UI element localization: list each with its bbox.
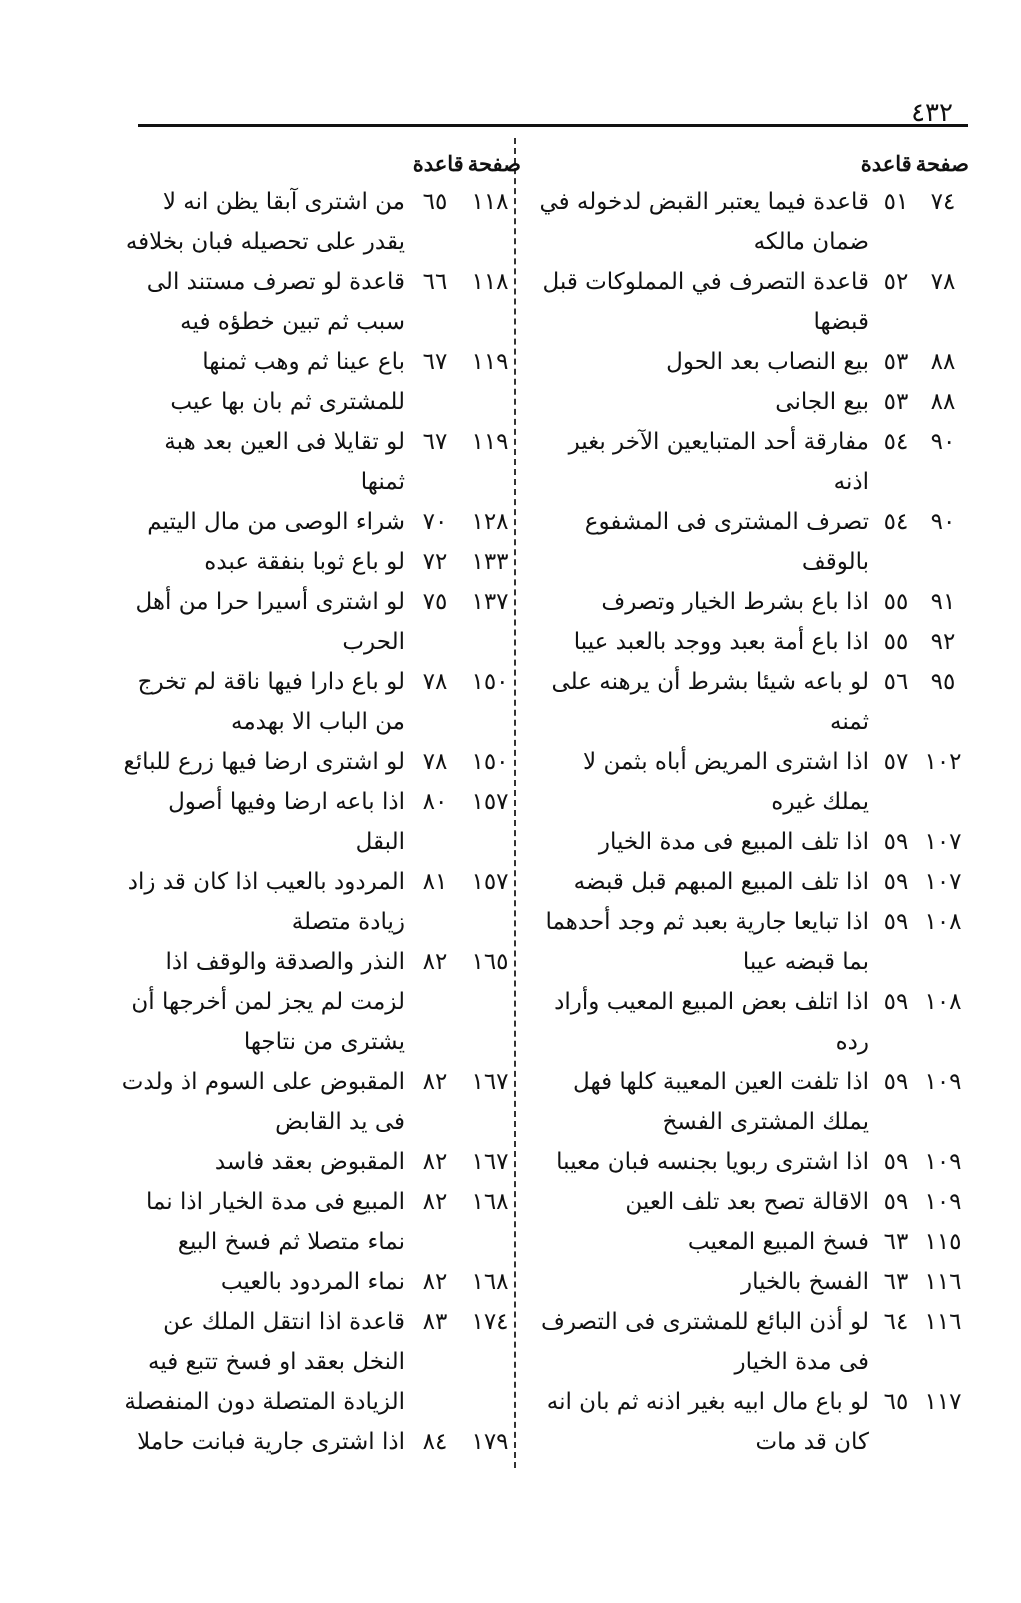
entry-rule-number: ٦٥ (883, 1389, 909, 1415)
entry-title: الفسخ بالخيار (740, 1269, 869, 1295)
entry-page-number: ١١٧ (924, 1389, 962, 1415)
rule-heading: قاعدة (412, 151, 464, 176)
entry-title: الاقالة تصح بعد تلف العين (625, 1189, 869, 1215)
index-entry (539, 622, 969, 662)
entry-rule-number: ٦٣ (883, 1269, 909, 1295)
entry-rule-number: ٦٣ (883, 1229, 909, 1255)
entry-title: اذا اشترى جارية فبانت حاملا (137, 1429, 405, 1455)
page-heading: صفحة (915, 151, 969, 176)
entry-rule-number: ٥٩ (883, 829, 909, 855)
entry-title: اذا باع بشرط الخيار وتصرف (601, 589, 869, 615)
entry-rule-number: ٧٥ (422, 589, 448, 615)
entry-page-number: ١٥٠ (471, 749, 509, 775)
index-entry (121, 862, 521, 942)
entry-page-number: ١١٦ (924, 1269, 962, 1295)
entry-rule-number: ٨٢ (422, 1269, 448, 1295)
entry-title: لو تقايلا فى العين بعد هبة ثمنها (164, 429, 405, 495)
index-entry (539, 1382, 969, 1462)
index-entry (121, 542, 521, 582)
entry-title: قاعدة فيما يعتبر القبض لدخوله في ضمان مالكه (539, 189, 869, 255)
entry-rule-number: ٨٣ (422, 1309, 448, 1335)
index-entry (121, 502, 521, 542)
entry-title: لو باع مال ابيه بغير اذنه ثم بان انه كان قد مات (546, 1389, 869, 1455)
index-entry (121, 742, 521, 782)
header-rule (138, 124, 968, 127)
entry-title: شراء الوصى من مال اليتيم (147, 509, 405, 535)
index-entry (539, 662, 969, 742)
entry-page-number: ١١٦ (924, 1309, 962, 1335)
entry-rule-number: ٨١ (422, 869, 448, 895)
entry-page-number: ١١٥ (924, 1229, 962, 1255)
index-entry (121, 422, 521, 502)
entry-rule-number: ٥٥ (883, 629, 909, 655)
entry-title: المردود بالعيب اذا كان قد زاد زيادة متصلة (127, 869, 405, 935)
entry-rule-number: ٥٤ (883, 509, 909, 535)
entry-rule-number: ٥٩ (883, 989, 909, 1015)
index-entry (539, 382, 969, 422)
entry-rule-number: ٥٣ (883, 389, 909, 415)
entry-rule-number: ٨٠ (422, 789, 448, 815)
entry-rule-number: ٥٤ (883, 429, 909, 455)
entry-rule-number: ٧٠ (422, 509, 448, 535)
index-entry (121, 1142, 521, 1182)
entry-rule-number: ٥٩ (883, 909, 909, 935)
entry-page-number: ١٧٩ (471, 1429, 509, 1455)
entry-page-number: ١٧٤ (471, 1309, 509, 1335)
entry-page-number: ١٠٧ (924, 829, 962, 855)
entry-page-number: ٧٤ (930, 189, 956, 215)
entry-rule-number: ٥١ (883, 189, 909, 215)
entry-rule-number: ٦٥ (422, 189, 448, 215)
entry-title: لو باعه شيئا بشرط أن يرهنه على ثمنه (551, 669, 869, 735)
entry-page-number: ١١٨ (471, 269, 509, 295)
index-entry (121, 1422, 521, 1462)
entry-page-number: ١٦٨ (471, 1269, 509, 1295)
entry-page-number: ٩٢ (930, 629, 956, 655)
entry-page-number: ٧٨ (930, 269, 956, 295)
entry-page-number: ٩٥ (930, 669, 956, 695)
index-entry (539, 1222, 969, 1262)
entry-rule-number: ٥٩ (883, 1149, 909, 1175)
index-entry (121, 582, 521, 662)
entry-page-number: ١٥٧ (471, 869, 509, 895)
entry-rule-number: ٧٨ (422, 669, 448, 695)
entry-title: باع عينا ثم وهب ثمنها للمشترى ثم بان بها عيب (170, 349, 405, 415)
entry-title: قاعدة اذا انتقل الملك عن النخل بعقد او فسخ تتبع فيه الزيادة المتصلة دون المنفصلة (124, 1309, 405, 1415)
entry-rule-number: ٨٤ (422, 1429, 448, 1455)
entry-title: اذا اشترى المريض أباه بثمن لا يملك غيره (583, 749, 869, 815)
entry-title: بيع الجانى (775, 389, 869, 415)
entry-title: لو باع ثوبا بنفقة عبده (204, 549, 405, 575)
entry-title: النذر والصدقة والوقف اذا لزمت لم يجز لمن أخرجها أن يشترى من نتاجها (131, 949, 405, 1055)
entry-title: فسخ المبيع المعيب (687, 1229, 869, 1255)
entry-rule-number: ٧٨ (422, 749, 448, 775)
index-entry (121, 1182, 521, 1262)
column-header (121, 138, 521, 176)
entry-title: اذا تلفت العين المعيبة كلها فهل يملك المشترى الفسخ (573, 1069, 869, 1135)
entry-rule-number: ٧٢ (422, 549, 448, 575)
index-entry (121, 1062, 521, 1142)
entry-page-number: ١٠٧ (924, 869, 962, 895)
index-entry (539, 1262, 969, 1302)
entry-title: بيع النصاب بعد الحول (666, 349, 869, 375)
entry-page-number: ١٥٧ (471, 789, 509, 815)
entry-rule-number: ٨٢ (422, 1189, 448, 1215)
index-entry (121, 942, 521, 1062)
index-entry (121, 1302, 521, 1422)
index-entry (539, 502, 969, 582)
entry-title: المقبوض على السوم اذ ولدت فى يد القابض (121, 1069, 405, 1135)
entry-rule-number: ٥٩ (883, 1069, 909, 1095)
entry-rule-number: ٦٧ (422, 429, 448, 455)
rule-heading: قاعدة (860, 151, 912, 176)
entry-page-number: ١٥٠ (471, 669, 509, 695)
index-entry (539, 982, 969, 1062)
entry-page-number: ١٦٨ (471, 1189, 509, 1215)
entry-title: قاعدة لو تصرف مستند الى سبب ثم تبين خطؤه فيه (146, 269, 405, 335)
entry-title: اذا تلف المبيع المبهم قبل قبضه (573, 869, 869, 895)
entry-title: قاعدة التصرف في المملوكات قبل قبضها (542, 269, 869, 335)
entry-page-number: ١٠٩ (924, 1189, 962, 1215)
entry-title: نماء المردود بالعيب (220, 1269, 405, 1295)
page-number: ٤٣٢ (911, 98, 953, 128)
entry-page-number: ١٠٩ (924, 1069, 962, 1095)
left-index-column (121, 138, 521, 1462)
entry-title: لو اشترى ارضا فيها زرع للبائع (123, 749, 405, 775)
index-entry (539, 1062, 969, 1142)
index-entry (121, 662, 521, 742)
entry-title: لو اشترى أسيرا حرا من أهل الحرب (135, 589, 405, 655)
entry-page-number: ١١٩ (471, 429, 509, 455)
entry-rule-number: ٦٦ (422, 269, 448, 295)
entry-page-number: ١١٩ (471, 349, 509, 375)
index-entry (121, 182, 521, 262)
entry-page-number: ١٠٨ (924, 909, 962, 935)
entry-page-number: ١٠٩ (924, 1149, 962, 1175)
column-header (539, 138, 969, 176)
entry-title: لو أذن البائع للمشترى فى التصرف فى مدة الخيار (540, 1309, 869, 1375)
entry-rule-number: ٥٥ (883, 589, 909, 615)
entry-title: اذا تبايعا جارية بعبد ثم وجد أحدهما بما قبضه عيبا (545, 909, 869, 975)
entry-rule-number: ٨٢ (422, 1069, 448, 1095)
entry-rule-number: ٦٧ (422, 349, 448, 375)
index-entry (539, 1142, 969, 1182)
index-entries (539, 182, 969, 1462)
entry-page-number: ١١٨ (471, 189, 509, 215)
entry-page-number: ١٦٥ (471, 949, 509, 975)
entry-rule-number: ٥٢ (883, 269, 909, 295)
entry-title: اذا اشترى ربويا بجنسه فبان معيبا (556, 1149, 869, 1175)
index-entry (121, 782, 521, 862)
index-entry (539, 822, 969, 862)
entry-page-number: ١٠٨ (924, 989, 962, 1015)
entry-page-number: ١٢٨ (471, 509, 509, 535)
index-entry (539, 422, 969, 502)
entry-rule-number: ٥٧ (883, 749, 909, 775)
entry-page-number: ١٦٧ (471, 1149, 509, 1175)
entry-page-number: ١٣٣ (471, 549, 509, 575)
entry-page-number: ١٠٢ (924, 749, 962, 775)
entry-title: تصرف المشترى فى المشفوع بالوقف (584, 509, 869, 575)
entry-rule-number: ٦٤ (883, 1309, 909, 1335)
index-entry (539, 902, 969, 982)
index-entries (121, 182, 521, 1462)
entry-title: اذا تلف المبيع فى مدة الخيار (598, 829, 869, 855)
entry-title: اذا اتلف بعض المبيع المعيب وأراد رده (554, 989, 869, 1055)
index-entry (539, 342, 969, 382)
entry-page-number: ٩١ (930, 589, 956, 615)
entry-page-number: ٨٨ (930, 389, 956, 415)
entry-rule-number: ٥٩ (883, 869, 909, 895)
index-entry (539, 182, 969, 262)
entry-title: مفارقة أحد المتبايعين الآخر بغير اذنه (568, 429, 869, 495)
entry-rule-number: ٨٢ (422, 1149, 448, 1175)
index-entry (121, 262, 521, 342)
entry-rule-number: ٥٦ (883, 669, 909, 695)
entry-title: لو باع دارا فيها ناقة لم تخرج من الباب الا بهدمه (137, 669, 405, 735)
right-index-column (539, 138, 969, 1462)
index-entry (121, 1262, 521, 1302)
entry-page-number: ١٣٧ (471, 589, 509, 615)
entry-page-number: ٩٠ (930, 429, 956, 455)
entry-rule-number: ٨٢ (422, 949, 448, 975)
entry-title: اذا باع أمة بعبد ووجد بالعبد عيبا (573, 629, 869, 655)
entry-rule-number: ٥٩ (883, 1189, 909, 1215)
page-heading: صفحة (467, 151, 521, 176)
index-entry (539, 1302, 969, 1382)
entry-title: المقبوض بعقد فاسد (214, 1149, 405, 1175)
entry-rule-number: ٥٣ (883, 349, 909, 375)
entry-title: المبيع فى مدة الخيار اذا نما نماء متصلا ثم فسخ البيع (145, 1189, 405, 1255)
index-entry (539, 582, 969, 622)
index-entry (539, 1182, 969, 1222)
entry-page-number: ٨٨ (930, 349, 956, 375)
index-entry (121, 342, 521, 422)
index-entry (539, 862, 969, 902)
index-entry (539, 262, 969, 342)
entry-title: اذا باعه ارضا وفيها أصول البقل (168, 789, 405, 855)
entry-title: من اشترى آبقا يظن انه لا يقدر على تحصيله فبان بخلافه (125, 189, 405, 255)
entry-page-number: ٩٠ (930, 509, 956, 535)
entry-page-number: ١٦٧ (471, 1069, 509, 1095)
index-entry (539, 742, 969, 822)
